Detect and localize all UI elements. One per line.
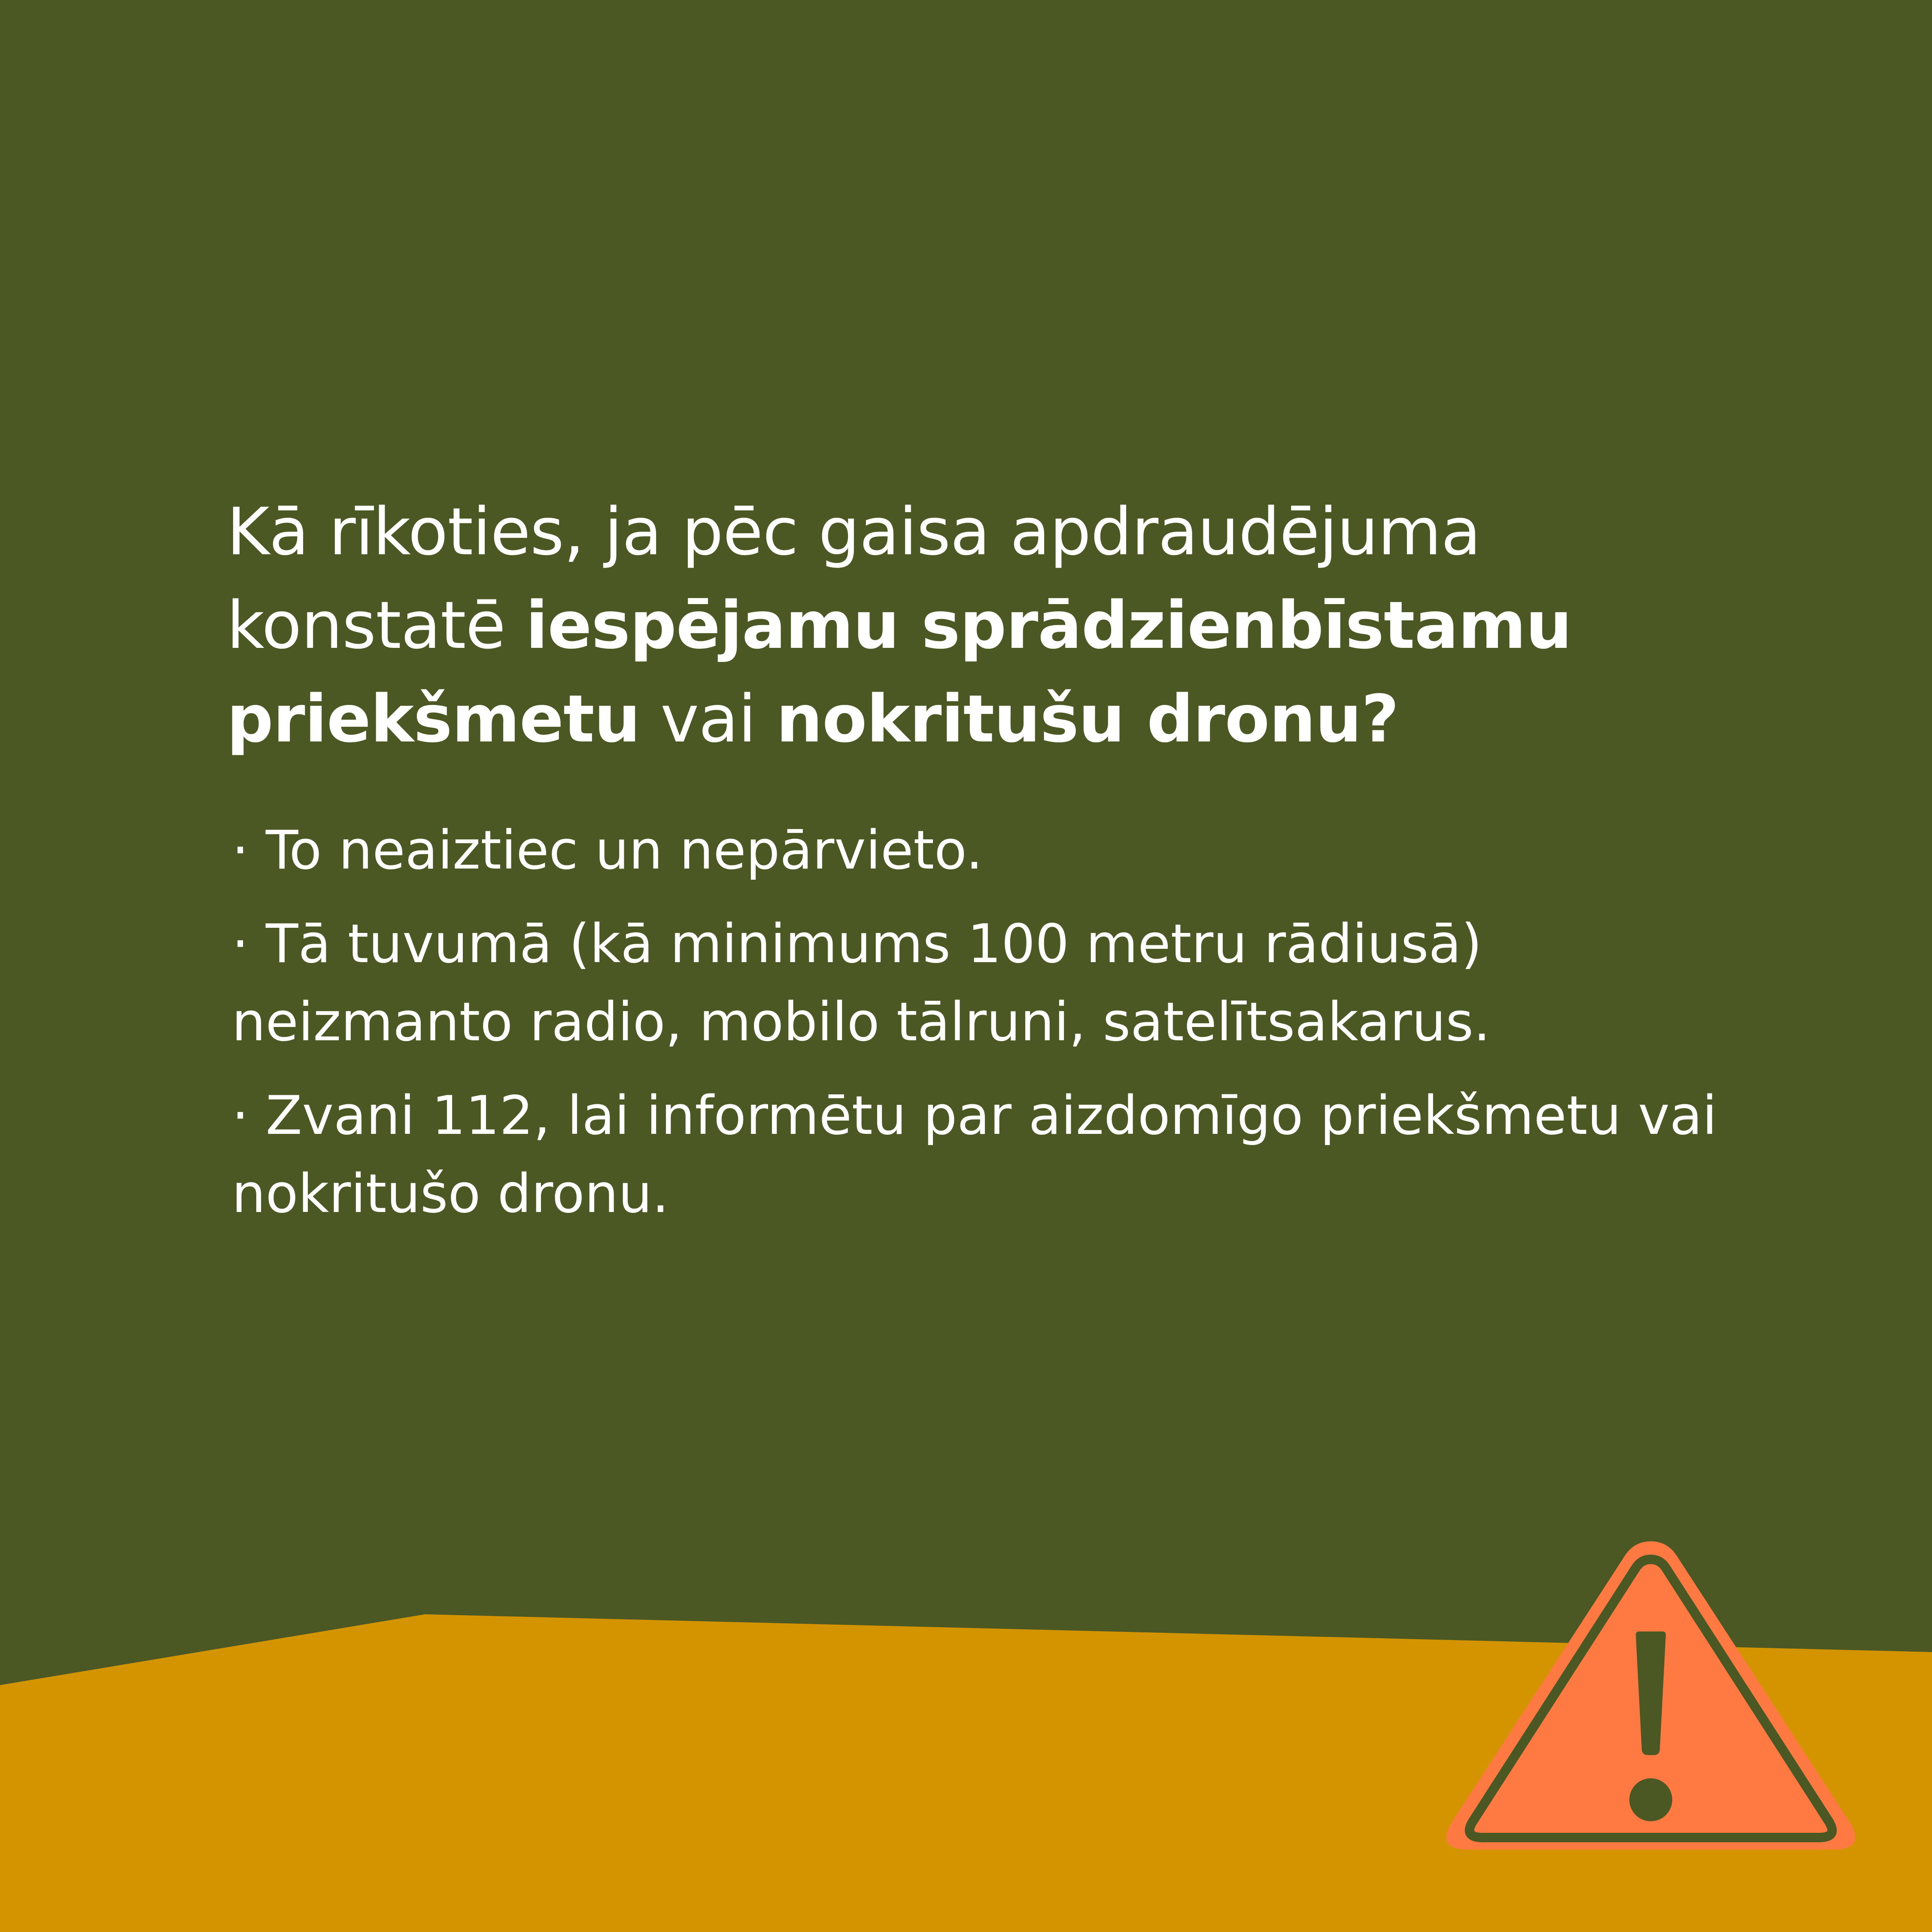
title-text-regular-1: Kā rīkoties, ja pēc gaisa apdraudējuma konstatē [227,494,1481,663]
title-text-bold-2: nokritušu dronu? [776,681,1399,757]
list-item: · To neaiztiec un nepārvieto. [232,820,983,881]
instructions-list [232,811,1777,1249]
page-title [227,485,1729,766]
list-item: · Tā tuvumā (kā minimums 100 metru rādiusā) neizmanto radio, mobilo tālruni, satelītsakarus. [232,913,1491,1053]
list-item: · Zvani 112, lai informētu par aizdomīgo priekšmetu vai nokritušo dronu. [232,1085,1717,1225]
title-text-regular-2: vai [640,681,776,757]
title-text-bold-1: iespējamu sprādzienbīstamu priekšmetu [227,587,1572,757]
